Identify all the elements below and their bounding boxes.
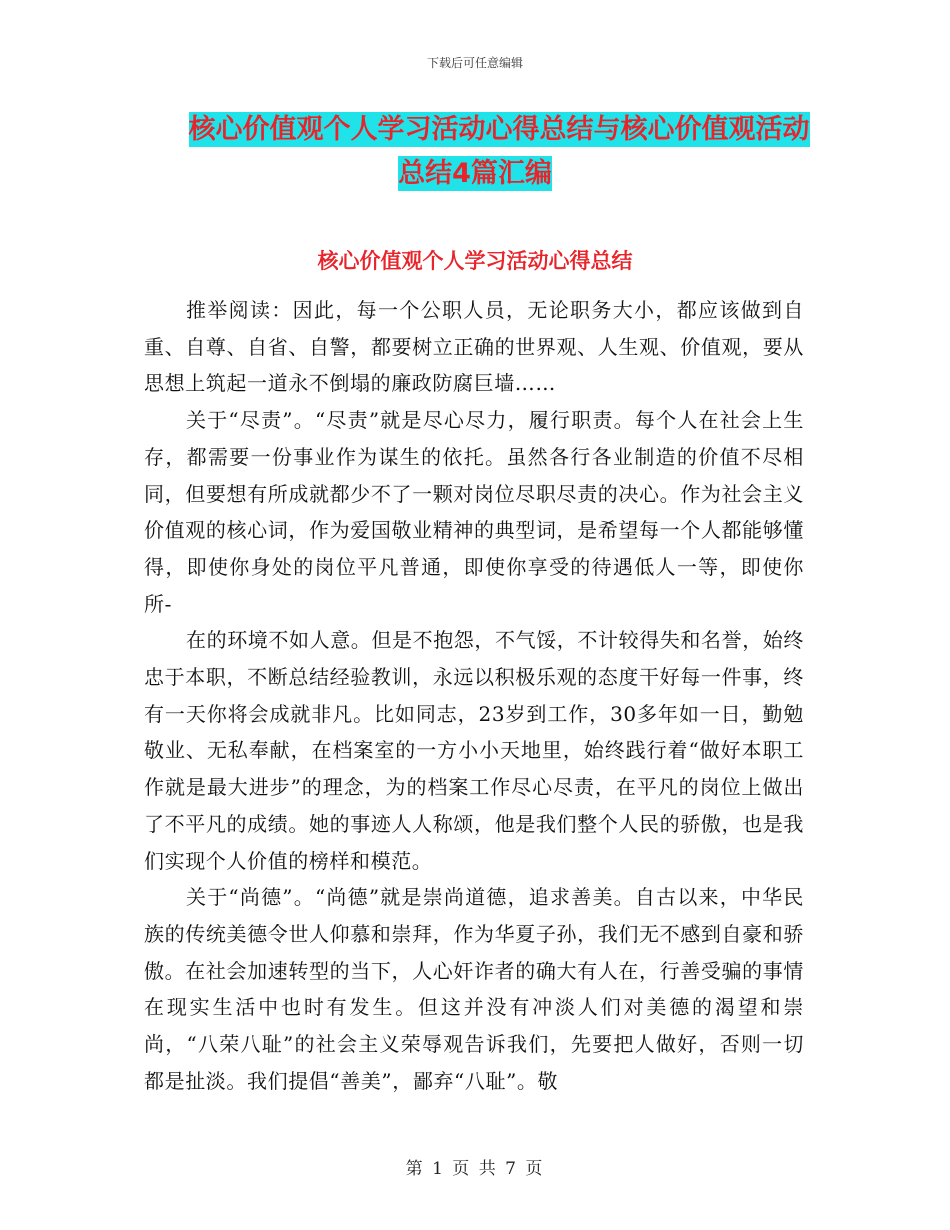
- title-line-1: 核心价值观个人学习活动心得总结与核心价值观活动: [188, 114, 810, 145]
- paragraph: 关于“尚德”。“尚德”就是崇尚道德，追求善美。自古以来，中华民族的传统美德令世人仰慕和崇拜，作为华夏子孙，我们无不感到自豪和骄傲。在社会加速转型的当下，人心奸诈者的确大有人在，行善受骗的事情在现实生活中也时有发生。但这并没有冲淡人们对美德的渴望和崇尚，“八荣八耻”的社会主义荣辱观告诉我们，先要把人做好，否则一切都是扯淡。我们提倡“善美”，鄙弃“八耻”。敬: [144, 885, 804, 1093]
- paragraph: 关于“尽责”。“尽责”就是尽心尽力，履行职责。每个人在社会上生存，都需要一份事业作为谋生的依托。虽然各行各业制造的价值不尽相同，但要想有所成就都少不了一颗对岗位尽职尽责的决心。作为社会主义价值观的核心词，作为爱国敬业精神的典型词，是希望每一个人都能够懂得，即使你身处的岗位平凡普通，即使你享受的待遇低人一等，即使你所-: [144, 408, 804, 616]
- document-title: [0, 108, 950, 196]
- paragraph: 在的环境不如人意。但是不抱怨，不气馁，不计较得失和名誉，始终忠于本职，不断总结经验教训，永远以积极乐观的态度干好每一件事，终有一天你将会成就非凡。比如同志，23岁到工作，30多年如一日，勤勉敬业、无私奉献，在档案室的一方小小天地里，始终践行着“做好本职工作就是最大进步”的理念，为的档案工作尽心尽责，在平凡的岗位上做出了不平凡的成绩。她的事迹人人称颂，他是我们整个人民的骄傲，也是我们实现个人价值的榜样和模范。: [144, 628, 804, 873]
- paragraph: 推举阅读：因此，每一个公职人员，无论职务大小，都应该做到自重、自尊、自省、自警，都要树立正确的世界观、人生观、价值观，要从思想上筑起一道永不倒塌的廉政防腐巨墙……: [144, 298, 804, 396]
- title-line-2: 总结4篇汇编: [398, 158, 552, 189]
- section-title: 核心价值观个人学习活动心得总结: [317, 249, 633, 273]
- body-text: [144, 292, 804, 1099]
- page-footer: 第 1 页 共 7 页: [405, 1159, 545, 1179]
- page-header: 下载后可任意编辑: [426, 56, 523, 70]
